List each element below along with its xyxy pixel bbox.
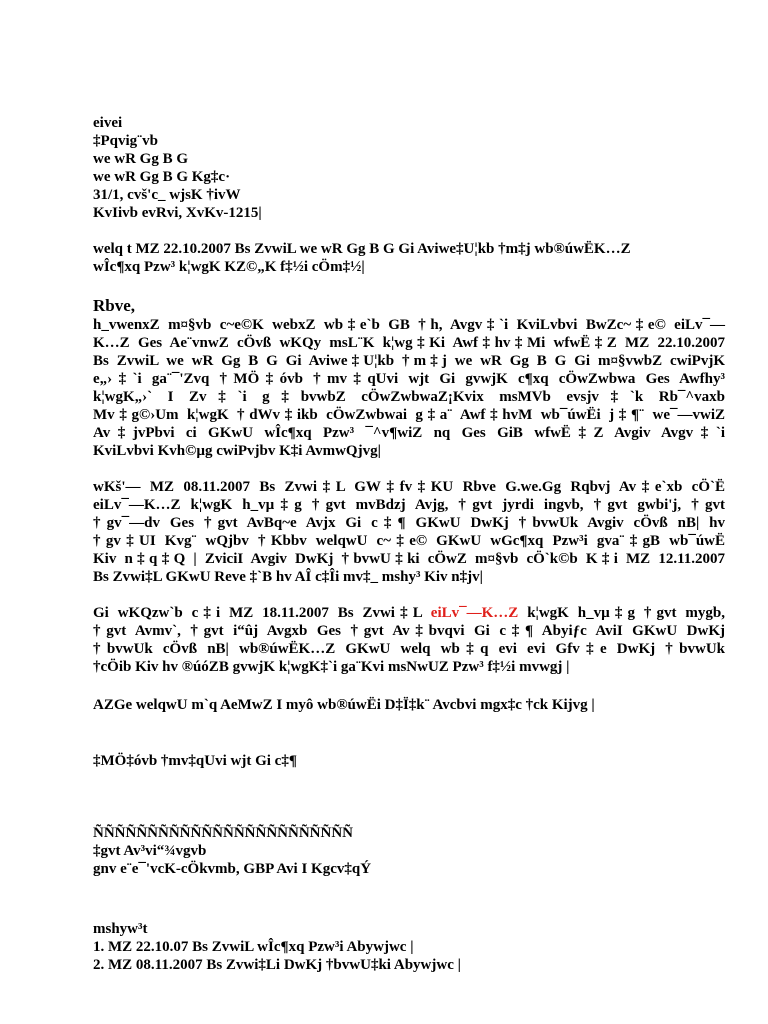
paragraph-text: Gi wKQzw`b c‡i MZ 18.11.2007 Bs Zvwi‡L [93,605,431,621]
address-line: KvIivb evRvi, XvKv-1215| [93,205,262,221]
paragraph-line: †bvwUk cÖvß nB| wb®úwËK…Z GKwU welq wb‡q evi evi Gfv‡e DwKj †bvwUk [93,641,725,657]
paragraph-line: Bs Zvwi‡L GKwU Reve ‡`B hv AÎ c‡Îi mv‡_ mshy³ Kiv n‡jv| [93,569,483,585]
paragraph-line: wKš'— MZ 08.11.2007 Bs Zvwi‡L GW‡fv‡KU Rbve G.we.Gg Rqbvj Av‡e`xb cÖ`Ë [93,479,725,495]
signatory-name: ‡gvt Av³vi“¾vgvb [93,843,207,859]
subject-line: wÎc¶xq Pzw³ k¦wgK KZ©„K f‡½i cÖm‡½| [93,259,365,275]
paragraph-line: Av‡jvPbvi ci GKwU wÎc¶xq Pzw³ ¯^v¶wiZ nq Ges GiB wfwË‡Z Avgiv Avgv‡`i [93,425,725,441]
address-line: ‡Pqvig¨vb [93,133,159,149]
paragraph-line: e„›‡`i ga¨¯'Zvq †MÖ‡óvb †mv‡qUvi wjt Gi gvwjK c¶xq cÖwZwbwa Ges Awfhy³ [93,371,725,387]
signatory-title: gnv e¨e¯'vcK-cÖkvmb, GBP Avi I Kgcv‡qÝ [93,861,372,877]
paragraph-line: K…Z Ges Ae¨vnwZ cÖvß wKQy msL¨K k¦wg‡Ki Awf‡hv‡Mi wfwË‡Z MZ 22.10.2007 [93,335,725,351]
address-line: we wR Gg B G [93,151,188,167]
paragraph-line: h_vwenxZ m¤§vb c~e©K webxZ wb‡e`b GB †h, Avgv‡`i KviLvbvi BwZc~‡e© eiLv¯— [93,317,725,333]
recipient-address [93,114,725,222]
paragraph-line: †gv¯—dv Ges †gvt AvBq~e Avjx Gi c‡¶ GKwU DwKj †bvwUk Avgiv cÖvß nB| hv [93,515,725,531]
paragraph-line: Kiv n‡q‡Q | ZviciI Avgiv DwKj †bvwU‡ki cÖwZ m¤§vb cÖ`k©b K‡i MZ 12.11.2007 [93,551,725,567]
paragraph-line: †gv‡UI Kvg¨ wQjbv †Kbbv welqwU c~‡e© GKwU wGc¶xq Pzw³i gva¨‡gB wb¯úwË [93,533,725,549]
enclosure-item: 1. MZ 22.10.07 Bs ZvwiL wÎc¶xq Pzw³i Abywjwc | [93,939,414,955]
subject-block [93,240,725,276]
salutation: Rbve, [93,296,136,315]
paragraph-line: †cÖib Kiv hv ®úóZB gvwjK k¦wgK‡`i ga¨Kvi msNwUZ Pzw³ f‡½i mvwgj | [93,659,570,675]
paragraph-line [93,604,725,622]
paragraph-2 [93,478,725,586]
signature-separator: ÑÑÑÑÑÑÑÑÑÑÑÑÑÑÑÑÑÑÑÑÑÑÑÑ [93,825,353,841]
paragraph-line: KviLvbvi Kvh©µg cwiPvjbv K‡i AvmwQjvg| [93,443,381,459]
letter-body [93,114,725,974]
subject-line: welq t MZ 22.10.2007 Bs ZvwiL we wR Gg B G Gi Aviwe‡U¦kb †m‡j wb®úwËK…Z [93,241,631,257]
paragraph-line: Bs ZvwiL we wR Gg B G Gi Aviwe‡U¦kb †m‡j we wR Gg B G Gi m¤§vwbZ cwiPvjK [93,353,725,369]
paragraph-line: eiLv¯—K…Z k¦wgK h_vµ‡g †gvt mvBdzj Avjg, †gvt jyrdi ingvb, †gvt gwbi'j, †gvt [93,497,725,513]
paragraph-3 [93,604,725,676]
paragraph-4: AZGe welqwU m`q AeMwZ I myô wb®úwËi D‡Ï‡k¨ Avcbvi mgx‡c †ck Kijvg | [93,697,595,713]
enclosure-item: 2. MZ 08.11.2007 Bs Zvwi‡Li DwKj †bvwU‡ki Abywjwc | [93,957,461,973]
highlighted-word: eiLv¯—K…Z [430,605,519,621]
paragraph-line: k¦wgK„›` I Zv‡`i g‡bvwbZ cÖwZwbwaZ¡Kvix msMVb evsjv‡`k Rb¯^vaxb [93,389,725,405]
address-line: we wR Gg B G Kg‡c· [93,169,231,185]
enclosure-title: mshyw³t [93,921,148,937]
address-line: 31/1, cvš'c_ wjsK †ivW [93,187,241,203]
paragraph-text: k¦wgK h_vµ‡g †gvt mygb, [518,605,725,621]
paragraph-line: Mv‡g©›Um k¦wgK †dWv‡ikb cÖwZwbwai g‡a¨ Awf‡hvM wb¯úwËi j‡¶¨ we¯—vwiZ [93,407,725,423]
signature-company: ‡MÖ‡óvb †mv‡qUvi wjt Gi c‡¶ [93,753,297,769]
paragraph-line: †gvt Avmv`, †gvt i“ûj Avgxb Ges †gvt Av‡bvqvi Gi c‡¶ Abyiƒc AviI GKwU DwKj [93,623,725,639]
address-line: eivei [93,115,123,131]
paragraph-1 [93,316,725,460]
